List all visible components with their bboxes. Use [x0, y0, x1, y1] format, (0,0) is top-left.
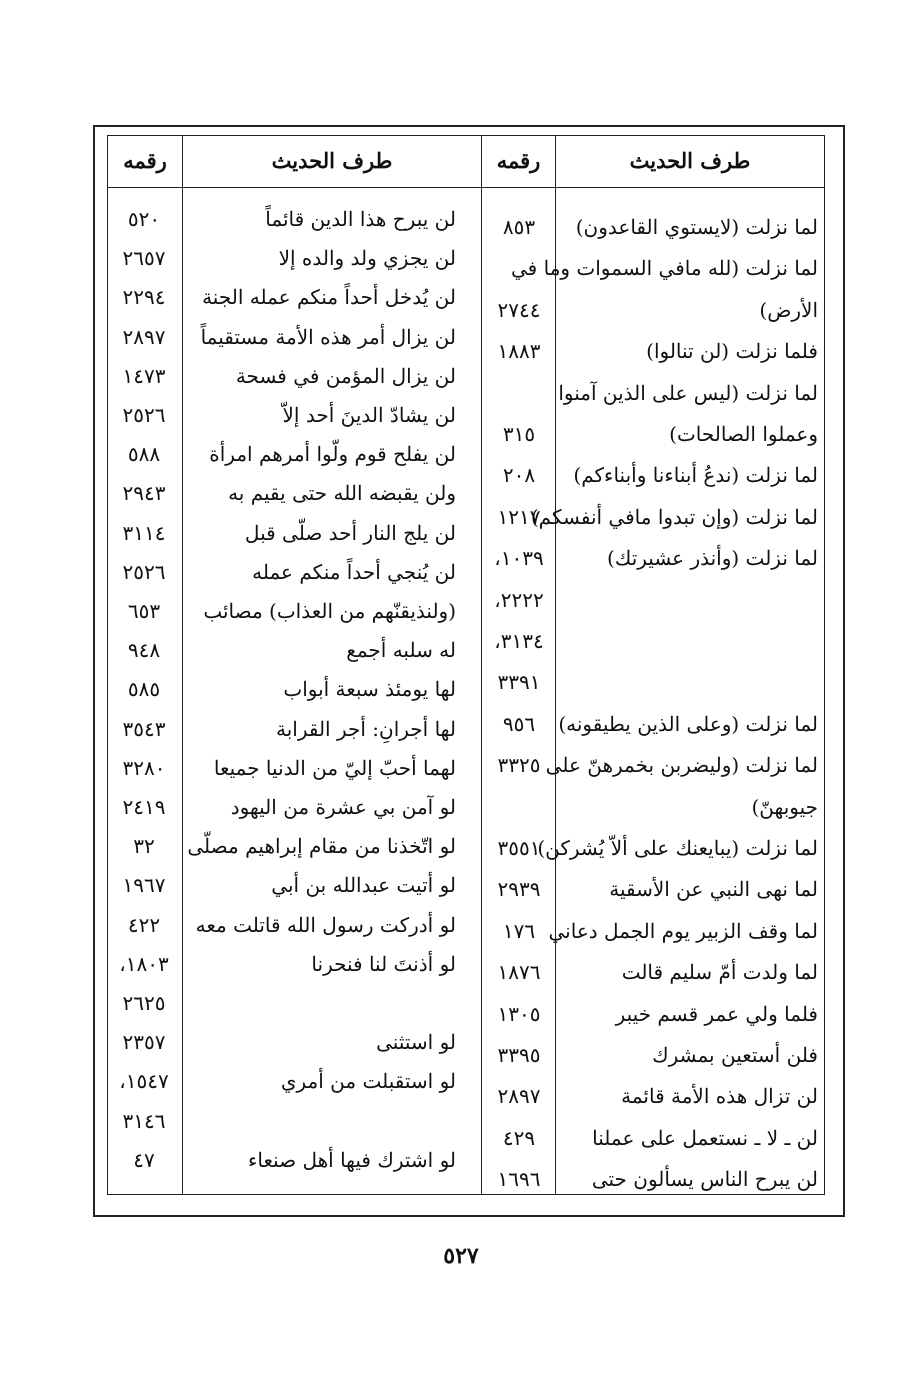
entry-text: لو أدركت رسول الله قاتلت معه: [195, 912, 456, 937]
entry-number: ٣٣٢٥: [497, 753, 541, 778]
entry-number: ٣٥٥١: [497, 836, 541, 860]
entry-number: ٢٧٤٤: [497, 297, 541, 322]
page-number: ٥٢٧: [443, 1243, 479, 1269]
entry-text: لما نهى النبي عن الأسقية: [609, 877, 818, 902]
entry-text: [553, 580, 818, 620]
header-hadith-left: طرف الحديث: [271, 148, 393, 173]
column-divider: [481, 135, 482, 1195]
entry-number: ١٣٠٥: [497, 1001, 541, 1026]
entry-number: ٢٩٣٩: [497, 877, 541, 902]
entry-text: [553, 662, 818, 702]
entry-text: لن يفلح قوم ولّوا أمرهم امرأة: [209, 442, 456, 467]
entry-text: لما نزلت (وأنذر عشيرتك): [607, 546, 818, 571]
entry-number: ٩٤٨: [127, 638, 161, 663]
entry-number: ٢٠٨: [502, 463, 536, 488]
entry-number: ١٨٠٣،: [119, 951, 169, 976]
entry-text: [553, 621, 818, 661]
entry-text: [176, 1101, 456, 1141]
header-hadith-right: طرف الحديث: [629, 148, 751, 173]
entry-number: ٢٤١٩: [122, 795, 166, 819]
entry-text: لن يُنجي أحداً منكم عمله: [252, 559, 456, 584]
entry-number: ٣٢: [133, 834, 155, 859]
entry-text: لن يبرح هذا الدين قائماً: [265, 207, 456, 231]
entry-text: لن يُدخل أحداً منكم عمله الجنة: [202, 285, 456, 310]
entry-number: ٥٨٨: [127, 442, 161, 467]
entry-text: لما نزلت (ندعُ أبناءنا وأبناءكم): [573, 463, 818, 488]
entry-number: ٢٢٩٤: [122, 285, 166, 310]
entry-number: ١٩٦٧: [122, 873, 166, 898]
entry-text: لن يبرح الناس يسألون حتى: [591, 1167, 818, 1192]
entry-text: فلما ولي عمر قسم خيبر: [615, 1001, 818, 1026]
entry-number: [484, 248, 554, 288]
entry-text: ولن يقبضه الله حتى يقيم به: [228, 481, 456, 506]
entry-number: ٤٢٢: [127, 912, 161, 937]
entry-number: ١٦٩٦: [497, 1167, 541, 1192]
entry-number: ١٧٦: [502, 918, 536, 943]
entry-number: ٢٨٩٧: [497, 1084, 541, 1109]
entry-text: لو استثنى: [376, 1030, 456, 1055]
entry-text: لو أتيت عبدالله بن أبي: [271, 873, 456, 898]
entry-number: ٣١٥: [502, 422, 536, 446]
entry-number: ٣٥٤٣: [122, 716, 166, 741]
entry-number: ٣١٤٦: [122, 1108, 166, 1133]
entry-number: ٥٢٠: [127, 207, 161, 231]
entry-number: ٢٩٤٣: [122, 481, 166, 506]
entry-text: لن ـ لا ـ نستعمل على عملنا: [592, 1125, 818, 1150]
entry-number: ٢٥٢٦: [122, 403, 166, 427]
entry-number: ٢٢٢٢،: [494, 587, 544, 612]
entry-text: لن يزال المؤمن في فسحة: [235, 363, 456, 388]
entry-number: ١٨٧٦: [497, 960, 541, 985]
entry-number: [484, 787, 554, 827]
entry-text: لهما أحبّ إليّ من الدنيا جميعا: [213, 755, 456, 780]
entry-number: ٣١١٤: [122, 520, 166, 545]
entry-number: ١٢١٧: [497, 504, 541, 529]
entry-text: لو استقبلت من أمري: [280, 1069, 456, 1094]
entry-text: (ولنذيقنّهم من العذاب) مصائب: [203, 599, 456, 623]
entry-number: ٣٣٩١: [497, 670, 541, 695]
entry-text: لما نزلت (لله مافي السموات وما في: [511, 256, 818, 281]
entry-text: لما نزلت (لايستوي القاعدون): [575, 215, 818, 239]
entry-number: [484, 373, 554, 413]
entry-text: لن يشادّ الدينَ أحد إلاّ: [282, 403, 456, 427]
entry-text: لما وقف الزبير يوم الجمل دعاني: [548, 918, 818, 943]
entry-number: ٢٨٩٧: [122, 324, 166, 349]
entry-text: لو اشترك فيها أهل صنعاء: [247, 1147, 456, 1172]
entry-number: ١٥٤٧،: [119, 1069, 169, 1094]
entry-text: لما نزلت (وعلى الذين يطيقونه): [558, 711, 818, 736]
entry-number: ٣١٣٤،: [494, 629, 544, 653]
entry-number: ٢٦٢٥: [122, 991, 166, 1015]
header-number-right: رقمه: [496, 148, 541, 173]
entry-number: ٤٧: [133, 1147, 155, 1172]
entry-number: ١٨٨٣: [497, 339, 541, 364]
entry-text: وعملوا الصالحات): [669, 422, 818, 446]
entry-number: ١٤٧٣: [122, 363, 166, 388]
entry-text: لما نزلت (يبايعنك على ألاّ يُشركن): [537, 836, 818, 860]
entry-text: فلن أستعين بمشرك: [652, 1043, 818, 1067]
entry-text: لو أذنتَ لنا فنحرنا: [311, 951, 456, 976]
entry-number: ١٠٣٩،: [494, 546, 544, 571]
entry-number: ٥٨٥: [127, 677, 161, 702]
entry-text: جيوبهنّ): [751, 794, 818, 819]
entry-text: لن يلج النار أحد صلّى قبل: [244, 520, 456, 545]
entry-text: لما نزلت (وإن تبدوا مافي أنفسكم): [530, 504, 818, 529]
entry-number: ٣٢٨٠: [122, 755, 166, 780]
entry-text: لو آمن بي عشرة من اليهود: [230, 795, 456, 819]
entry-text: فلما نزلت (لن تنالوا): [646, 339, 818, 364]
entry-text: لو اتّخذنا من مقام إبراهيم مصلّى: [187, 834, 456, 859]
entry-text: لها يومئذ سبعة أبواب: [283, 677, 456, 702]
entry-text: [176, 983, 456, 1023]
entry-number: ٦٥٣: [127, 599, 161, 623]
entry-number: ٤٢٩: [502, 1125, 536, 1150]
entry-text: لن يجزي ولد والده إلا: [278, 246, 456, 271]
entry-text: لها أجرانِ: أجر القرابة: [275, 716, 456, 741]
header-number-left: رقمه: [123, 148, 167, 173]
entry-text: لما نزلت (وليضربن بخمرهنّ على: [545, 753, 818, 778]
entry-number: ٨٥٣: [502, 215, 536, 239]
entry-text: الأرض): [759, 297, 818, 322]
entry-number: ٣٣٩٥: [497, 1043, 541, 1067]
entry-text: لما نزلت (ليس على الذين آمنوا: [558, 380, 818, 405]
entry-number: ٢٣٥٧: [122, 1030, 166, 1055]
entry-text: له سلبه أجمع: [346, 638, 456, 663]
entry-text: لما ولدت أمّ سليم قالت: [621, 960, 818, 985]
header-divider: [107, 187, 825, 188]
entry-number: ٢٦٥٧: [122, 246, 166, 271]
entry-number: ٢٥٢٦: [122, 559, 166, 584]
entry-text: لن تزال هذه الأمة قائمة: [621, 1084, 818, 1109]
entry-text: لن يزال أمر هذه الأمة مستقيماً: [200, 324, 456, 349]
entry-number: ٩٥٦: [502, 711, 536, 736]
